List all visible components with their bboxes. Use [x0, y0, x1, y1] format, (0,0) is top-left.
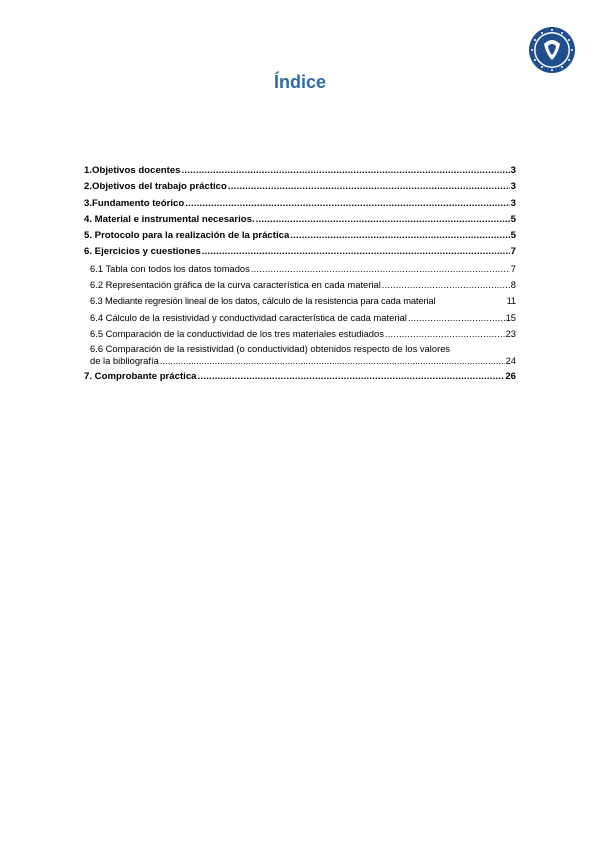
dot-leader — [228, 179, 510, 195]
toc-entry-text-line2: de la bibliografía — [90, 354, 159, 366]
dot-leader — [385, 326, 505, 342]
dot-leader — [185, 196, 509, 212]
toc-entry-3[interactable] — [84, 196, 516, 212]
toc-entry-text-line1: 6.6 Comparación de la resistividad (o conductividad) obtenidos respecto de los valores — [90, 343, 451, 355]
toc-entry-6-1[interactable] — [84, 261, 516, 277]
toc-page-number: 3 — [510, 181, 516, 193]
toc-page-number: 26 — [505, 371, 516, 383]
dot-leader — [198, 369, 505, 385]
dot-leader — [182, 163, 510, 179]
toc-page-number: 5 — [510, 230, 516, 242]
toc-page-number: 23 — [505, 327, 516, 339]
toc-entry-text: 2.Objetivos del trabajo práctico — [84, 181, 227, 193]
toc-entry-6-3[interactable] — [84, 293, 516, 309]
toc-entry-6-4[interactable] — [84, 310, 516, 326]
toc-entry-text: 6.2 Representación gráfica de la curva característica en cada material — [90, 279, 381, 291]
toc-entry-2[interactable] — [84, 179, 516, 195]
toc-entry-7[interactable] — [84, 369, 516, 385]
toc-entry-text: 6.3 Mediante regresión lineal de los datos, cálculo de la resistencia para cada material — [90, 295, 436, 307]
dot-leader — [382, 277, 510, 293]
toc-entry-5[interactable] — [84, 228, 516, 244]
dot-leader — [251, 261, 510, 277]
toc-entry-text: 6.1 Tabla con todos los datos tomados — [90, 262, 250, 274]
toc-page-number: 15 — [505, 311, 516, 323]
toc-entry-text: 6.4 Cálculo de la resistividad y conductividad característica de cada material — [90, 311, 407, 323]
university-seal-icon — [528, 26, 576, 74]
toc-page-number: 5 — [510, 213, 516, 225]
dot-leader — [408, 310, 505, 326]
toc-page-number: 11 — [506, 295, 516, 307]
toc-page-number: 7 — [510, 246, 516, 258]
toc-page-number: 7 — [510, 262, 516, 274]
dot-leader — [160, 355, 505, 367]
toc-entry-text: 5. Protocolo para la realización de la práctica — [84, 230, 290, 242]
toc-entry-text: 1.Objetivos docentes — [84, 165, 181, 176]
toc-entry-text: 7. Comprobante práctica — [84, 371, 197, 383]
toc-entry-1[interactable] — [84, 163, 516, 179]
toc-page-number: 3 — [510, 165, 516, 176]
toc-page-number: 24 — [505, 354, 516, 366]
toc-entry-6-5[interactable] — [84, 326, 516, 342]
toc-entry-text: 3.Fundamento teórico — [84, 197, 185, 209]
toc-entry-text: 6.5 Comparación de la conductividad de los tres materiales estudiados — [90, 327, 384, 339]
toc-entry-text: 4. Material e instrumental necesarios. — [84, 213, 255, 225]
dot-leader — [202, 244, 510, 260]
toc-entry-6-6[interactable] — [84, 343, 516, 366]
toc-page-number: 3 — [510, 197, 516, 209]
toc-entry-4[interactable] — [84, 212, 516, 228]
toc-entry-6-2[interactable] — [84, 277, 516, 293]
dot-leader — [290, 228, 509, 244]
dot-leader — [256, 212, 510, 228]
toc-entry-6[interactable] — [84, 244, 516, 260]
page-title: Índice — [273, 72, 326, 92]
toc-entry-text: 6. Ejercicios y cuestiones — [84, 246, 201, 258]
table-of-contents — [84, 163, 516, 386]
toc-page-number: 8 — [510, 279, 516, 291]
